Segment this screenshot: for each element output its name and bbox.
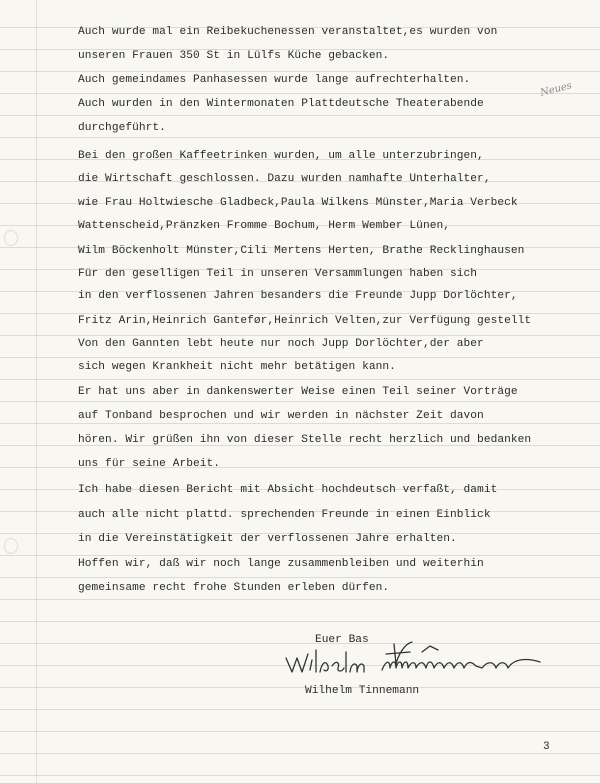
text-line: Fritz Arin,Heinrich Gantefør,Heinrich Velten,zur Verfügung gestellt: [78, 315, 532, 327]
text-line: die Wirtschaft geschlossen. Dazu wurden namhafte Unterhalter,: [78, 173, 491, 185]
text-line: auf Tonband besprochen und wir werden in nächster Zeit davon: [78, 410, 484, 422]
text-line: Wattenscheid,Pränzken Fromme Bochum, Herm Wember Lünen,: [78, 220, 450, 232]
text-line: Wilm Böckenholt Münster,Cili Mertens Herten, Brathe Recklinghausen: [78, 245, 525, 257]
text-line: Hoffen wir, daß wir noch lange zusammenbleiben und weiterhin: [78, 558, 484, 570]
text-line: gemeinsame recht frohe Stunden erleben dürfen.: [78, 582, 390, 594]
page-number: 3: [543, 741, 550, 753]
text-line: Er hat uns aber in dankenswerter Weise einen Teil seiner Vorträge: [78, 386, 518, 398]
text-line: unseren Frauen 350 St in Lülfs Küche gebacken.: [78, 50, 390, 62]
text-line: in den verflossenen Jahren besanders die Freunde Jupp Dorlöchter,: [78, 290, 518, 302]
closing-greeting: Euer Bas: [315, 634, 369, 646]
text-line: Auch wurden in den Wintermonaten Plattdeutsche Theaterabende: [78, 98, 484, 110]
marginal-note: Neues: [539, 80, 574, 99]
text-line: hören. Wir grüßen ihn von dieser Stelle recht herzlich und bedanken: [78, 434, 532, 446]
text-line: auch alle nicht plattd. sprechenden Freunde in einen Einblick: [78, 509, 491, 521]
text-line: Bei den großen Kaffeetrinken wurden, um alle unterzubringen,: [78, 150, 484, 162]
text-line: Für den geselligen Teil in unseren Versammlungen haben sich: [78, 268, 478, 280]
text-line: in die Vereinstätigkeit der verflossenen Jahre erhalten.: [78, 533, 457, 545]
text-line: Von den Gannten lebt heute nur noch Jupp Dorlöchter,der aber: [78, 338, 484, 350]
text-line: sich wegen Krankheit nicht mehr betätigen kann.: [78, 361, 396, 373]
signature-name: Wilhelm Tinnemann: [305, 685, 420, 697]
handwritten-signature: [282, 632, 552, 682]
text-line: Auch wurde mal ein Reibekuchenessen veranstaltet,es wurden von: [78, 26, 498, 38]
text-line: uns für seine Arbeit.: [78, 458, 221, 470]
text-line: Auch gemeindames Panhasessen wurde lange aufrechterhalten.: [78, 74, 471, 86]
text-line: durchgeführt.: [78, 122, 166, 134]
text-line: wie Frau Holtwiesche Gladbeck,Paula Wilkens Münster,Maria Verbeck: [78, 197, 518, 209]
text-line: Ich habe diesen Bericht mit Absicht hochdeutsch verfaßt, damit: [78, 484, 498, 496]
